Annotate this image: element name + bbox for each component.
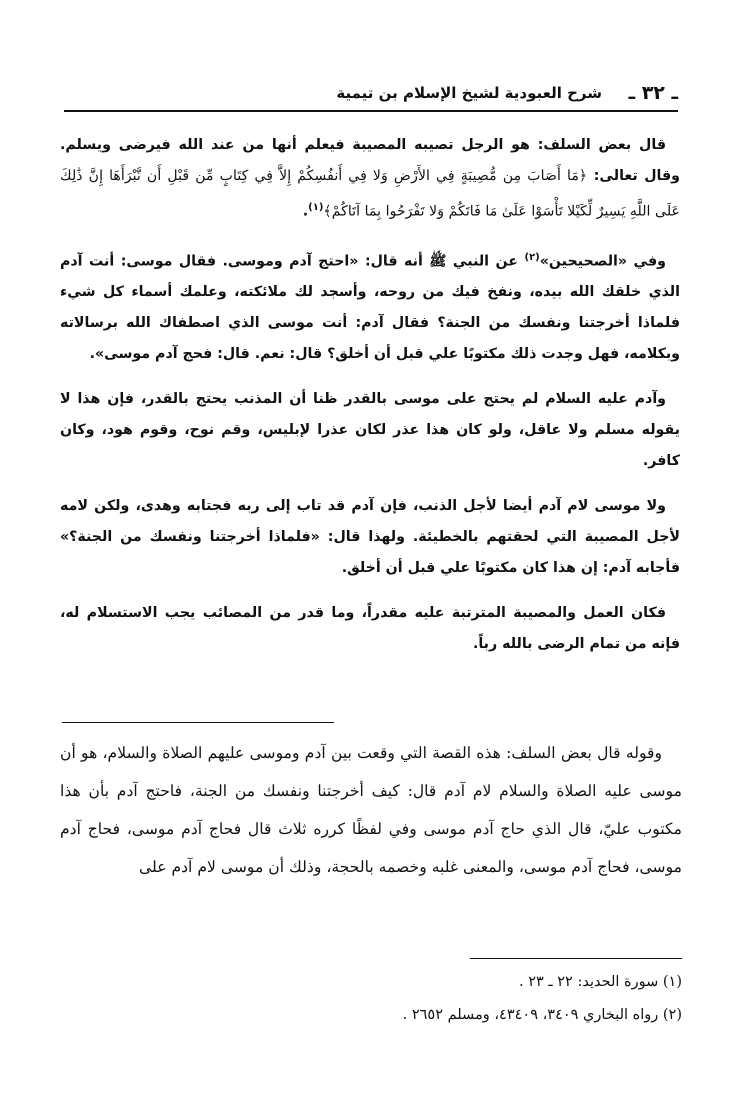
footnote-2: (٢) رواه البخاري ٣٤٠٩، ٤٣٤٠٩، ومسلم ٢٦٥٢ . [402, 1007, 682, 1023]
footnote-1: (١) سورة الحديد: ٢٢ ـ ٢٣ . [519, 974, 682, 990]
paragraph-3: وآدم عليه السلام لم يحتج على موسى بالقدر ظنا أن المذنب يحتج بالقدر، فإن هذا لا يقوله مسلم ولا عاقل، ولو كان هذا عذر لكان عذرا لإبليس، وقم نوح، وقوم هود، وكان كافر. [60, 391, 680, 470]
main-text [60, 130, 680, 674]
footnotes [122, 966, 682, 1032]
running-title: شرح العبودية لشيخ الإسلام بن تيمية [330, 84, 608, 102]
page-number: ـ ٣٢ ـ [621, 82, 678, 104]
quran-verse: ﴿مَا أَصَابَ مِن مُّصِيبَةٍ فِي الأَرْضِ وَلا فِي أَنفُسِكُمْ إِلاَّ فِي كِتَابٍ مِّن قَبْلِ أَن نَّبْرَأَهَا إِنَّ ذَٰلِكَ عَلَى اللَّهِ يَسِيرٌ لِّكَيْلا تَأْسَوْا عَلَىٰ مَا فَاتَكُمْ وَلا تَفْرَحُوا بِمَا آتَاكُمْ﴾ [60, 168, 680, 220]
paragraph-1-tail: . [302, 203, 309, 220]
paragraph-2-tail: عن النبي ﷺ أنه قال: «احتج آدم وموسى. فقال موسى: أنت آدم الذي خلقك الله بيده، ونفخ فيك من روحه، وأسجد لك ملائكته، وعلمك أسماء كل شيء فلماذا أخرجتنا ونفسك من الجنة؟ فقال آدم: أنت موسى الذي اصطفاك الله برسالاته وبكلامه، فهل وجدت ذلك مكتوبًا علي قبل أن أخلق؟ قال: نعم. قال: فحج آدم موسى». [60, 253, 680, 363]
paragraph-2-lead: وفي «الصحيحين» [539, 253, 666, 270]
paragraph-2 [60, 242, 680, 371]
footnote-ref-2: (٢) [524, 251, 540, 263]
section-divider [62, 722, 334, 723]
page-header [64, 84, 678, 112]
commentary-paragraph: وقوله قال بعض السلف: هذه القصة التي وقعت بين آدم وموسى عليهم الصلاة والسلام، هو أن موسى عليه الصلاة والسلام لام آدم قال: كيف أخرجتنا ونفسك من الجنة، فاحتج آدم بأن هذا مكتوب عليّ، قال الذي حاج آدم موسى وفي لفظًا كرره ثلاث قال فحاج آدم موسى، فحاج آدم موسى، فحاج آدم موسى، والمعنى غلبه وخصمه بالحجة، وذلك أن موسى لام آدم على [60, 744, 682, 876]
paragraph-1-lead: قال بعض السلف: هو الرجل تصيبه المصيبة فيعلم أنها من عند الله فيرضى ويسلم. وقال تعالى: [60, 137, 680, 184]
paragraph-1 [60, 130, 680, 228]
paragraph-4: ولا موسى لام آدم أيضا لأجل الذنب، فإن آدم قد تاب إلى ربه فجتابه وهدى، ولكن لامه لأجل المصيبة التي لحقتهم بالخطيئة. ولهذا قال: «فلماذا أخرجتنا ونفسك من الجنة؟» فأجابه آدم: إن هذا كان مكتوبًا علي قبل أن أخلق. [60, 498, 680, 577]
footnote-ref-1: (١) [308, 202, 324, 213]
paragraph-5: فكان العمل والمصيبة المترتبة عليه مقدراً، وما قدر من المصائب يجب الاستسلام له، فإنه من تمام الرضى بالله رباً. [60, 605, 680, 653]
commentary-text [60, 734, 682, 886]
header-rule [64, 110, 678, 112]
footnote-divider [470, 958, 682, 959]
